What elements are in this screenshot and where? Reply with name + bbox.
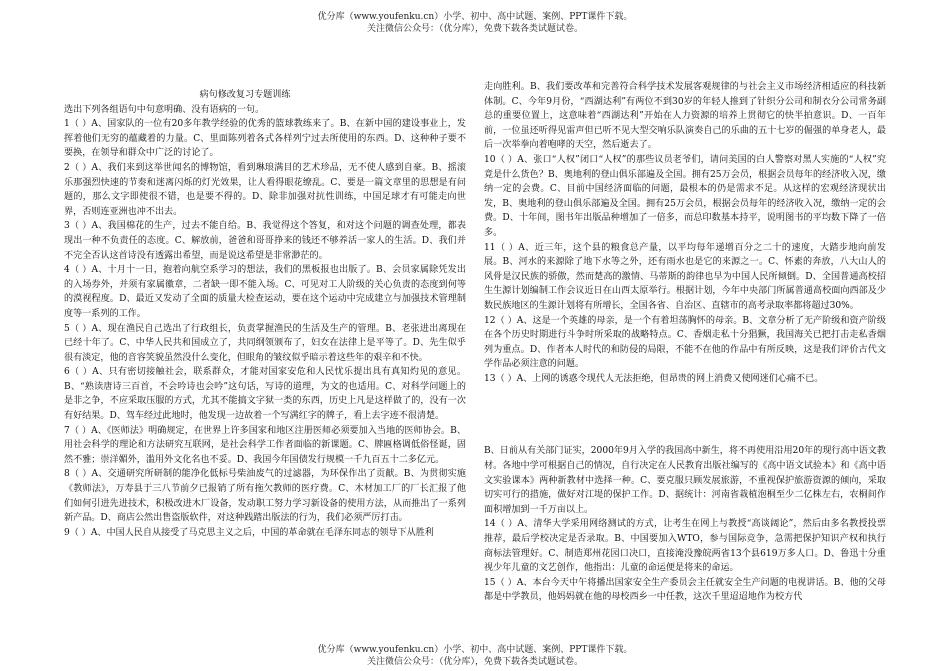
question-item: 6（ ）A、只有密切接触社会，联系群众，才能对国家安危和人民忧乐提出具有真知灼见的意见。B、“熟读唐诗三百首，不会吟诗也会吟”这句话，写诗的道理，为文的也适用。C、对科学问题上的是非之争，不应采取压服的方式，尤其不能搞文字狱一类的东西，历史上凡是这样做了的，没有一次有好结果。D、驾车经过此地时，他发现一边故着一个写满红字的牌子，看上去字迹不很清楚。 xyxy=(64,367,466,422)
header-line-1: 优分库（www.youfenku.cn）小学、初中、高中试题、案例、PPT课件下载。 xyxy=(317,12,633,22)
question-item: 14（ ）A、清华大学采用网络测试的方式，让考生在网上与教授“高谈阔论”，然后由多名教授投票推荐，最后学校决定是否录取。B、中国要加入WTO，参与国际竞争，急需把保护知识产权和执行商标法管理好。C、制造郑州花园口决口，直接淹没豫皖两省13个县619万多人口。D、鲁迅十分重视少年儿童的文艺创作，他指出：儿童的命运便是将来的命运。 xyxy=(484,519,886,574)
question-item: 7（ ）A、《医师法》明确规定，在世界上许多国家和地区注册医师必须要加入当地的医师协会。B、用社会科学的理论和方法研究互联网，是社会科学工作者面临的新课题。C、牌匾格调低俗怪诞，固然不雅；崇洋媚外，滥用外文化名也不妥。D、我国今年国债发行规模一千九百五十二多亿元。 xyxy=(64,425,466,465)
header-line-2: 关注微信公众号：（优分库），免费下载各类试题试卷。 xyxy=(366,24,583,34)
question-item: 12（ ）A、这是一个英雄的母亲，是一个有着坦荡胸怀的母亲。B、文章分析了无产阶级和资产阶级在各个历史时期进行斗争时所采取的战略特点。C、香烟走私十分猖獗，我国海关已把打击走私香烟列为重点。D、作者本人时代的和防侵的局限，不能不在他的作品中有所反映，这是我们评价古代文学作品必须注意的问题。 xyxy=(484,315,886,370)
question-item: 15（ ）A、本台今天中午将播出国家安全生产委员会主任就安全生产问题的电视讲话。B、他的父母都是中学教员，他妈妈就在他的母校西乡一中任教，这次千里迢迢地作为校方代 xyxy=(484,577,886,603)
document-title: 病句修改复习专题训练 xyxy=(199,90,291,100)
question-item: 1（ ）A、国家队的一位有20多年教学经验的优秀的篮球教练来了。B、在新中国的建设事业上，发挥着他们无穷的蕴藏着的力量。C、里面陈列着各式各样列宁过去所使用的东西。D、这种种子要不要换，在领导和群众中广泛的讨论了。 xyxy=(64,119,466,159)
question-item: 走向胜利。B、我们要改革和完善符合科学技术发展客观规律的与社会主义市场经济相适应的科技新体制。C、今年9月份，“西湖达利”有两位不到30岁的年轻人推到了针织分公司和制衣分公司常务副总的重要位置上，这意味着“西湖达利”开始在人力资源的培养上贯彻它的快半拍意识。D、一百年前，一位虽还听得见雷声但已听不见大型交响乐队演奏自己的乐曲的五十七岁的倔强的单身老人，最后一次举拳向着咆哮的天空，然后逝去了。 xyxy=(484,82,886,151)
footer-line-1: 优分库（www.youfenku.cn）小学、初中、高中试题、案例、PPT课件下载。 xyxy=(317,645,633,655)
question-item: 3（ ）A、我国棉花的生产，过去不能自给。B、我觉得这个答复，和对这个问题的调查处理，都表现出一种不负责任的态度。C、解放前，爸爸和哥哥挣来的钱还不够养活一家人的生活。D、我们并不完全否认这首诗没有透露出希望，而是说这希望是非常渺茫的。 xyxy=(64,221,466,261)
question-item: 4（ ）A、十月十一日，抱着向航空系学习的想法，我们的黑板报也出版了。B、会员家属除凭发出的入场券外，并须有家属徽章，二者缺一即不能入场。C、可见对工人阶级的关心负责的态度到何等的漠视程度。D、最近又发动了全面的质量大检查运动，要在这个运动中完成建立与加强技术管理制度等一系列的工作。 xyxy=(64,265,466,319)
question-item: 9（ ）A、中国人民自从接受了马克思主义之后，中国的革命就在毛泽东同志的领导下从胜利 xyxy=(64,527,434,538)
right-column xyxy=(484,80,886,605)
blank-gap xyxy=(484,386,886,444)
question-item: 11（ ）A、近三年，这个县的粮食总产量，以平均每年递增百分之二十的速度，大踏步地向前发展。B、河水的来源除了地下水等之外，还有雨水也是它的来源之一。C、怀素的奔放，八大山人的风骨是汉民族的骄傲，然而楚高的激情、马蒂斯的韵律也早为中国人民所倾倒。D、全国普通高校招生生源计划编制工作会议近日在山西太原举行。根据计划，今年中央部门所属普通高校面向西部及少数民族地区的生源计划将有所增长，全国各省、自治区、直辖市的高考录取率都将超过30%。 xyxy=(484,242,886,311)
question-item: 8（ ）A、交通研究所研制的能净化低标号柴油废气的过滤器，为环保作出了贡献。B、为贯彻实施《教师法》，万寿县于三八节前夕已报销了所有拖欠教师的医疗费。C、木材加工厂的厂长汇报了他们如何引进先进技术，积极改进木厂设备，发动职工努力学习新设备的使用方法，从而推出了一系列新产品。D、商店公然出售盗版软件，对这种践踏出版法的行为，我们必须严厉打击。 xyxy=(64,469,466,524)
instructions: 选出下列各组语句中句意明确、没有语病的一句。 xyxy=(64,104,265,115)
question-item: 10（ ）A、张口“人权”闭口“人权”的那些议员老爷们，请问美国的白人警察对黑人实施的“人权”究竟是什么货色？B、奥地利的登山俱乐部遍及全国。拥有25万会员，根据会员每年的经济收入况，缴纳一定的会费。C、目前中国经济面临的问题，最根本的仍是需求不足。从这样的宏观经济现状出发，B、奥地利的登山俱乐部遍及全国。拥有25万会员，根据会员每年的经济收入况，缴纳一定的会费。D、十年间，图书年出版品种增加了一倍多，而总印数基本持平，说明图书的平均数下降了一倍多。 xyxy=(484,154,886,238)
question-item: 5（ ）A、现在渔民自己选出了行政组长，负责掌握渔民的生活及生产的管理。B、老张进出离现在已经十年了。C、中华人民共和国成立了，共同纲领颁布了，妇女在法律上是平等了。D、先生似乎很有淡定，他的音容笑貌虽然没什么变化，但眼角的皱纹似乎暗示着这些年的艰辛和不快。 xyxy=(64,323,466,363)
question-item: 13（ ）A、上网的诱惑令现代人无法拒绝，但昂贵的网上消费又使网迷们心痛不已。 xyxy=(484,373,824,384)
left-column xyxy=(64,88,466,540)
page-header xyxy=(0,11,950,35)
footer-line-2: 关注微信公众号：（优分库），免费下载各类试题试卷。 xyxy=(366,657,583,667)
page-footer xyxy=(0,644,950,668)
question-item: B、日前从有关部门证实，2000年9月入学的我国高中新生，将不再使用沿用20年的现行高中语文教材。各地中学可根据自己的情况，自行决定在人民教育出版社编写的《高中语文试验本》和《高中语文实验课本》两种新教材中选择一种。C、要克服只顾发展旅游，不重视保护旅游资源的倾向，采取切实可行的措施，做好对江堤的保护工作。D、据统计：河南省栽植泡桐至少二亿株左右，农桐间作面积增加到一千万亩以上。 xyxy=(484,446,886,515)
question-item: 2（ ）A、我们来到这举世闻名的博物馆，看到琳琅满目的艺术珍品，无不使人感到自豪。B、摇滚乐那强烈快速的节奏和迷离闪烁的灯光效果，让人看得眼花缭乱。C、要是一篇文章里的思想是有问题的，那么文字即使很不错，也是要不得的。D、除非加强对抗性训练，中国足球才有可能走向世界，否则连亚洲也冲不出去。 xyxy=(64,162,466,217)
